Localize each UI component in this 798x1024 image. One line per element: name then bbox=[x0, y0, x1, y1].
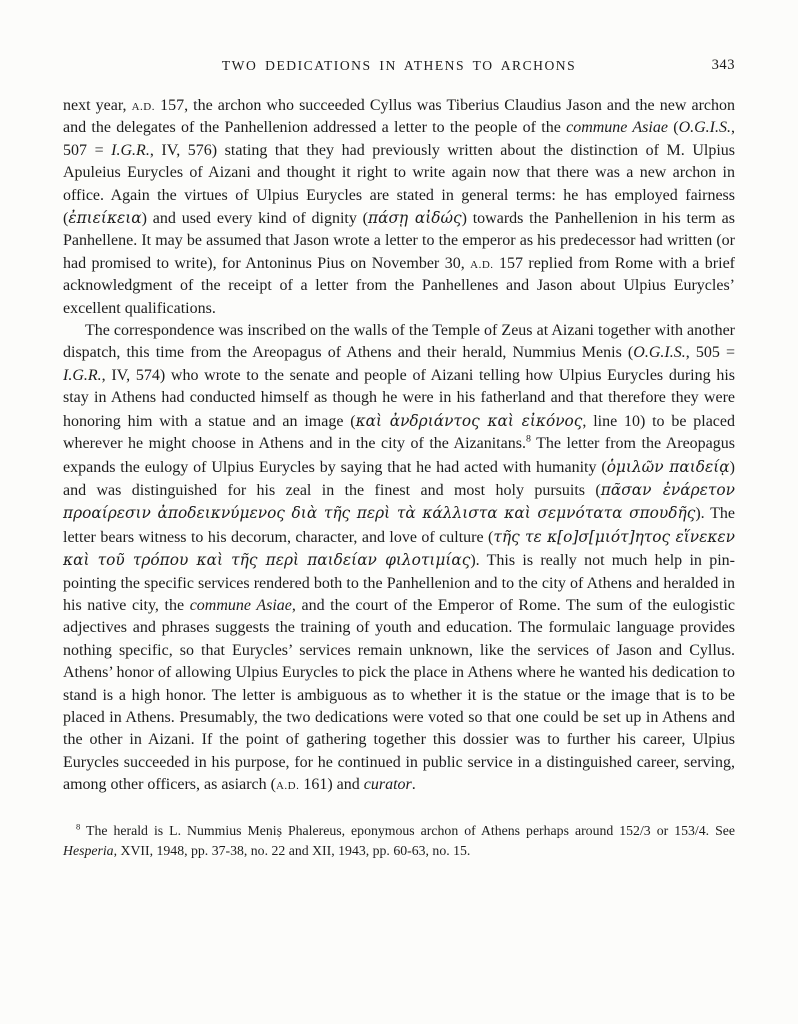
text-run: ) and used every kind of dignity ( bbox=[141, 210, 368, 228]
text-run: I.G.R. bbox=[63, 366, 102, 384]
text-run: ). This is really not much help in pin-pointing the specific services rendered both to the Panhellenion and to the city of Athens and heralded in his native city, the bbox=[63, 552, 735, 614]
text-run: ). The letter bears witness to his decorum, character, and love of culture ( bbox=[63, 505, 735, 546]
running-header-title: TWO DEDICATIONS IN ATHENS TO ARCHONS bbox=[221, 58, 577, 73]
text-run: 161) and bbox=[299, 776, 364, 794]
running-header bbox=[63, 58, 735, 74]
text-run: τῆς τε κ[ο]σ[μιότ]ητος εἵνεκεν καὶ τοῦ τρόπου καὶ τῆς περὶ παιδείαν φιλοτιμίας bbox=[63, 527, 735, 570]
text-run: A.D. bbox=[131, 97, 155, 114]
text-run: , 507 = bbox=[63, 119, 735, 159]
page-number: 343 bbox=[711, 57, 735, 73]
text-run: I.G.R. bbox=[111, 141, 150, 159]
text-run: , IV, 576) stating that they had previously written about the distinction of M. Ulpius Apuleius Eurycles of Aizani and thought it right to write again now that there was a new archon in office. Again the virtues of Ulpius Eurycles are stated in general terms: he has employed fairness ( bbox=[63, 141, 735, 228]
text-run: The correspondence was inscribed on the walls of the Temple of Zeus at Aizani together with another dispatch, this time from the Areopagus of Athens and their herald, Nummius Menis ( bbox=[63, 322, 735, 362]
footnote-reference: 8 bbox=[76, 821, 81, 831]
footnote bbox=[63, 821, 735, 861]
text-run: The letter from the Areopagus expands the eulogy of Ulpius Eurycles by saying that he had acted with humanity ( bbox=[63, 435, 736, 476]
text-run: commune Asiae bbox=[566, 119, 668, 137]
footnote-reference: 8 bbox=[525, 433, 531, 445]
text-run: , line 10) to be placed wherever he might choose in Athens and in the city of the Aizanitans. bbox=[63, 412, 736, 453]
text-run: ( bbox=[667, 119, 679, 137]
text-run: O.G.I.S. bbox=[678, 119, 731, 137]
text-run: ἐπιείκεια bbox=[68, 209, 142, 228]
text-run: Hesperia bbox=[63, 842, 114, 858]
text-run: , 505 = bbox=[685, 344, 735, 362]
text-run: . bbox=[411, 776, 416, 794]
text-run: curator bbox=[363, 776, 412, 794]
paragraph-1 bbox=[63, 95, 735, 320]
text-run: , IV, 574) who wrote to the senate and people of Aizani telling how Ulpius Eurycles during his stay in Athens had conducted himself as though he were in his fatherland and that therefore they were honoring him with a statue and an image ( bbox=[63, 366, 735, 430]
text-run: 157, the archon who succeeded Cyllus was Tiberius Claudius Jason and the new archon and the delegates of the Panhellenion addressed a letter to the people of the bbox=[63, 97, 735, 137]
text-run: A.D. bbox=[275, 776, 300, 794]
article-body bbox=[63, 95, 735, 797]
text-run: καὶ ἀνδριάντος καὶ εἰκόνος bbox=[355, 411, 583, 430]
text-run: ) towards the Panhellenion in his term as Panhellene. It may be assumed that Jason wrote a letter to the emperor as his predecessor had written (or had promised to write), for Antoninus Pius on November 30, bbox=[63, 210, 736, 272]
text-run: The herald is L. Nummius Meniṣ Phalereus, eponymous archon of Athens perhaps around 152/3 or 153/4. See bbox=[80, 822, 735, 838]
text-run: , XVII, 1948, pp. 37-38, no. 22 and XII, 1943, pp. 60-63, no. 15. bbox=[113, 842, 471, 858]
text-run: ) and was distinguished for his zeal in the finest and most holy pursuits ( bbox=[63, 458, 735, 499]
text-run: ὁμιλῶν παιδείᾳ bbox=[606, 457, 730, 476]
text-run: commune Asiae bbox=[189, 596, 292, 614]
text-run: 157 replied from Rome with a brief acknowledgment of the receipt of a letter from the Panhellenes and Jason about Ulpius Eurycles’ excellent qualifications. bbox=[63, 254, 735, 317]
text-run: , and the court of the Emperor of Rome. The sum of the eulogistic adjectives and phrases suggests the training of youth and education. The formulaic language provides nothing specific, so that Eurycles’ services remain unknown, like the services of Jason and Cyllus. Athens’ honor of allowing Ulpius Eurycles to pick the place in Athens where he wanted his dedication to stand is a high honor. The letter is ambiguous as to whether it is the statue or the image that is to be placed in Athens. Presumably, the two dedications were voted so that one could be set up in Athens and the other in Aizani. If the point of gathering together this dossier was to further his career, Ulpius Eurycles succeeded in his purpose, for he continued in public service in a distinguished career, serving, among other officers, as asiarch ( bbox=[63, 596, 736, 794]
paragraph-2 bbox=[63, 320, 735, 797]
text-run: A.D. bbox=[470, 254, 494, 272]
text-run: πᾶσαν ἐνάρετον προαίρεσιν ἀποδεικνύμενος διὰ τῆς περὶ τὰ κάλλιστα καὶ σεμνότατα σπουδῆς bbox=[63, 480, 735, 523]
text-run: πάσῃ αἰδώς bbox=[367, 209, 462, 228]
text-run: next year, bbox=[63, 97, 132, 114]
text-run: O.G.I.S. bbox=[633, 344, 686, 362]
